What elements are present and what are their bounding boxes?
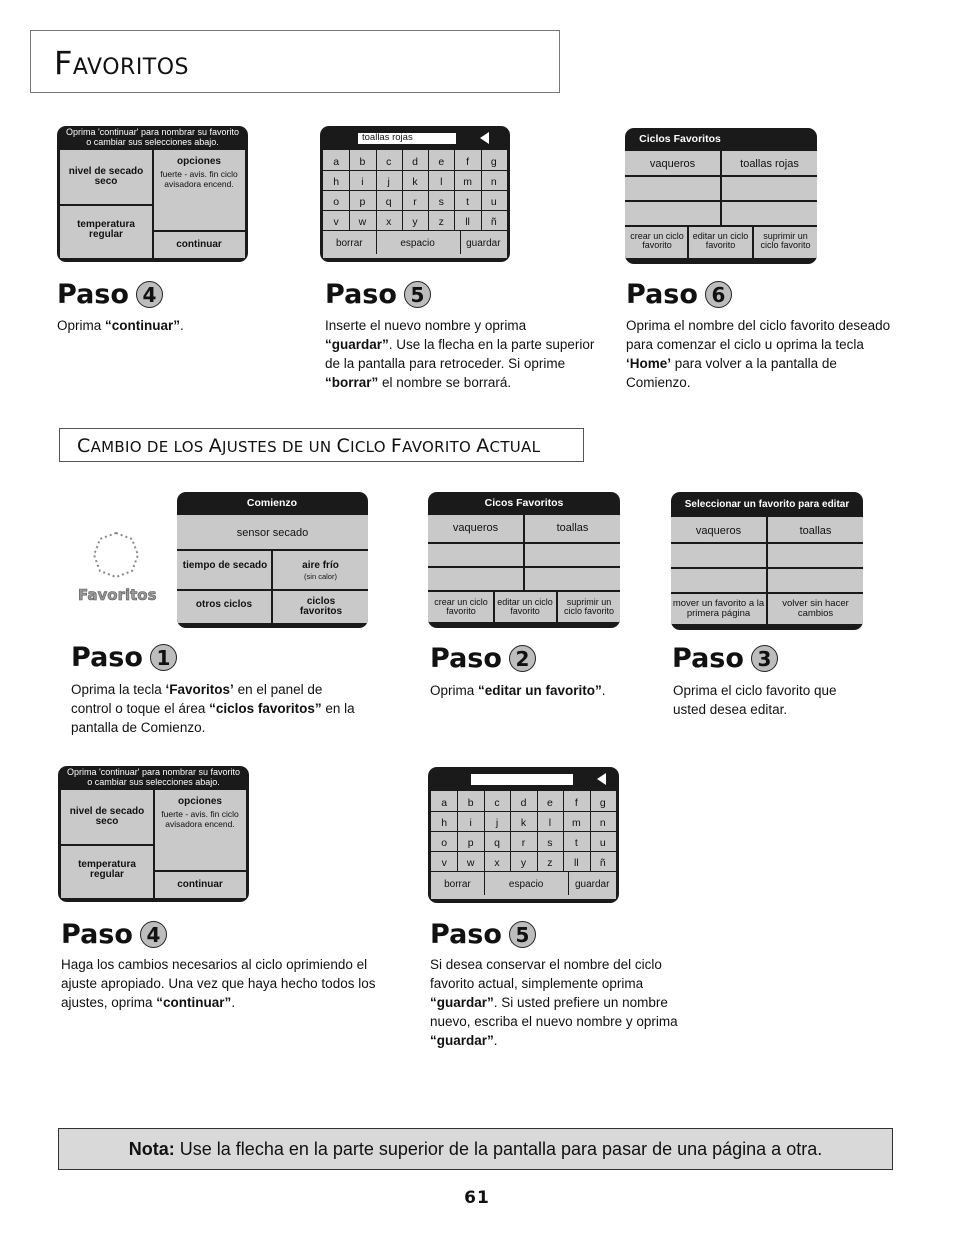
key[interactable]: p (359, 196, 366, 208)
key[interactable]: g (599, 797, 606, 809)
key[interactable]: j (387, 176, 390, 188)
aire-frio-sub: (sin calor) (304, 572, 337, 581)
key[interactable]: o (441, 837, 448, 849)
mover-favorito-button[interactable]: mover un favorito a la primera página (672, 598, 765, 619)
key[interactable]: s (547, 837, 553, 849)
opciones-button[interactable]: opciones (178, 796, 222, 807)
continuar-button[interactable]: continuar (176, 239, 222, 250)
key[interactable]: m (463, 176, 472, 188)
opciones-sub: fuerte - avis. fin ciclo avisadora encend. (160, 169, 238, 189)
screen-header: Oprima 'continuar' para nombrar su favorito o cambiar sus selecciones abajo. (66, 767, 240, 787)
screen-header: Comienzo (246, 497, 298, 509)
screen-favoritos-top (625, 128, 817, 264)
key[interactable]: n (490, 176, 497, 188)
continuar-button[interactable]: continuar (177, 879, 223, 890)
key[interactable]: q (494, 837, 500, 849)
key[interactable]: x (386, 216, 392, 228)
opciones-sub: fuerte - avis. fin ciclo avisadora encend. (161, 809, 239, 829)
fav-item-toallas[interactable]: toallas (799, 525, 832, 537)
key[interactable]: s (438, 196, 444, 208)
key[interactable]: z (438, 216, 444, 228)
key[interactable]: g (490, 156, 497, 168)
temperatura-button[interactable]: temperatura regular (77, 219, 135, 240)
step-top-4-heading: Paso 4 (57, 279, 163, 310)
fav-item-toallas-rojas[interactable]: toallas rojas (740, 158, 799, 170)
key[interactable]: p (467, 837, 474, 849)
key[interactable]: a (333, 156, 340, 168)
key[interactable]: l (548, 817, 552, 829)
key[interactable]: ll (465, 216, 470, 228)
guardar-button[interactable]: guardar (574, 879, 610, 890)
favoritos-button-icon[interactable] (78, 525, 160, 605)
key[interactable]: f (466, 156, 470, 168)
key[interactable]: a (441, 797, 448, 809)
espacio-button[interactable]: espacio (508, 879, 544, 890)
note-label: Nota: (128, 1138, 175, 1159)
screen-header: Seleccionar un favorito para editar (684, 499, 850, 510)
key[interactable]: u (490, 196, 497, 208)
nivel-button[interactable]: nivel de secado seco (68, 166, 144, 187)
tiempo-secado-button[interactable]: tiempo de secado (182, 560, 268, 571)
favoritos-icon-label: Favoritos (78, 586, 157, 604)
fav-item-vaqueros[interactable]: vaqueros (452, 522, 499, 534)
step-top-5-heading: Paso 5 (325, 279, 431, 310)
key[interactable]: f (574, 797, 578, 809)
key[interactable]: q (385, 196, 392, 208)
section-title: CAMBIO DE LOS AJUSTES DE UN CICLO FAVORITO ACTUAL (77, 435, 541, 457)
screen-continuar-bottom (58, 766, 249, 902)
key[interactable]: b (359, 156, 366, 168)
screen-keyboard-top (320, 126, 510, 262)
screen-continuar-top (57, 126, 248, 262)
fav-item-vaqueros[interactable]: vaqueros (649, 158, 696, 170)
key[interactable]: w (358, 216, 367, 228)
step-mid-2-text: Oprima “editar un favorito”. (430, 683, 606, 698)
screen-seleccionar-editar (671, 492, 863, 630)
screen-header: Cicos Favoritos (484, 497, 564, 509)
editar-favorito-button[interactable]: editar un ciclo favorito (692, 231, 749, 250)
back-arrow-icon[interactable] (597, 773, 606, 785)
nivel-button[interactable]: nivel de secado seco (69, 806, 145, 827)
step-top-6-text: Oprima el nombre del ciclo favorito deseado para comenzar el ciclo u oprima la tecla ‘Home’ para volver a la pantalla de Comienzo. (626, 318, 891, 390)
key[interactable]: h (441, 817, 448, 829)
step-mid-2-heading: Paso 2 (430, 643, 536, 674)
espacio-button[interactable]: espacio (400, 238, 435, 249)
back-arrow-icon[interactable] (480, 132, 489, 144)
key[interactable]: h (333, 176, 340, 188)
opciones-button[interactable]: opciones (177, 156, 221, 167)
key[interactable]: r (521, 837, 526, 849)
crear-favorito-button[interactable]: crear un ciclo favorito (630, 231, 684, 250)
suprimir-favorito-button[interactable]: suprimir un ciclo favorito (760, 231, 811, 250)
step-bottom-4-heading: Paso 4 (61, 919, 167, 950)
step-bottom-4-text: Haga los cambios necesarios al ciclo oprimiendo el ajuste apropiado. Una vez que haya hecho todos los ajustes, oprima “continuar”. (61, 957, 376, 1010)
sensor-secado-button[interactable]: sensor secado (236, 527, 309, 539)
aire-frio-button[interactable]: aire frío (302, 560, 339, 571)
volver-sin-cambios-button[interactable]: volver sin hacer cambios (782, 598, 849, 619)
key[interactable]: y (412, 216, 418, 228)
key[interactable]: c (494, 797, 500, 809)
step-top-6-heading: Paso 6 (626, 279, 732, 310)
fav-item-vaqueros[interactable]: vaqueros (695, 525, 742, 537)
key[interactable]: i (361, 176, 364, 188)
screen-comienzo (177, 492, 368, 628)
screen-keyboard-bottom (428, 767, 619, 903)
step-bottom-5-heading: Paso 5 (430, 919, 536, 950)
key[interactable]: z (547, 857, 553, 869)
screen-header: Oprima 'continuar' para nombrar su favorito o cambiar sus selecciones abajo. (65, 127, 239, 147)
key[interactable]: c (386, 156, 392, 168)
name-input[interactable] (471, 774, 573, 785)
note-text: Use la flecha en la parte superior de la pantalla para pasar de una página a otra. (179, 1138, 823, 1159)
key[interactable]: r (413, 196, 417, 208)
page-title: FAVORITOS (54, 44, 190, 82)
step-top-5-text: Inserte el nuevo nombre y oprima “guardar”. Use la flecha en la parte superior de la pantalla para retroceder. Si oprime “borrar” el nombre se borrará. (325, 318, 595, 390)
step-mid-1-heading: Paso 1 (71, 642, 177, 673)
step-mid-3-heading: Paso 3 (672, 643, 778, 674)
step-mid-3-text: Oprima el ciclo favorito que usted desea editar. (673, 683, 837, 717)
suprimir-favorito-button[interactable]: suprimir un ciclo favorito (563, 597, 615, 616)
ciclos-favoritos-button[interactable]: ciclos favoritos (299, 596, 343, 617)
key[interactable]: w (466, 857, 475, 869)
key[interactable]: o (333, 196, 340, 208)
borrar-button[interactable]: borrar (335, 238, 363, 249)
fav-item-toallas[interactable]: toallas (556, 522, 589, 534)
step-mid-1-text: Oprima la tecla ‘Favoritos’ en el panel de control o toque el área “ciclos favoritos” en la pantalla de Comienzo. (71, 682, 355, 735)
key[interactable]: j (495, 817, 499, 829)
key[interactable]: t (574, 837, 578, 849)
key[interactable]: t (466, 196, 470, 208)
crear-favorito-button[interactable]: crear un ciclo favorito (434, 597, 488, 616)
key[interactable]: y (520, 857, 527, 869)
otros-ciclos-button[interactable]: otros ciclos (195, 599, 253, 610)
key[interactable]: v (441, 857, 447, 869)
page-number: 61 (464, 1188, 490, 1208)
borrar-button[interactable]: borrar (444, 879, 471, 890)
key[interactable]: k (520, 817, 527, 829)
key[interactable]: ñ (599, 857, 606, 869)
screen-favoritos-step2 (428, 492, 620, 628)
key[interactable]: d (412, 156, 418, 168)
key[interactable]: k (412, 176, 418, 188)
temperatura-button[interactable]: temperatura regular (78, 859, 136, 880)
step-bottom-5-text: Si desea conservar el nombre del ciclo favorito actual, simplemente oprima “guardar”. Si usted prefiere un nombre nuevo, escriba el nuevo nombre y oprima “guardar”. (430, 957, 678, 1048)
key[interactable]: n (599, 817, 606, 829)
key[interactable]: e (546, 797, 553, 809)
key[interactable]: e (438, 156, 445, 168)
guardar-button[interactable]: guardar (466, 238, 501, 249)
name-input-value: toallas rojas (362, 132, 413, 143)
key[interactable]: b (467, 797, 474, 809)
step-top-4-text: Oprima “continuar”. (57, 318, 184, 333)
key[interactable]: i (469, 817, 472, 829)
key[interactable]: l (440, 176, 443, 188)
note-box (58, 1128, 893, 1170)
key[interactable]: m (571, 817, 581, 829)
key[interactable]: u (599, 837, 606, 849)
key[interactable]: ñ (490, 216, 497, 228)
key[interactable]: x (494, 857, 500, 869)
editar-favorito-button[interactable]: editar un ciclo favorito (497, 597, 553, 616)
screen-header: Ciclos Favoritos (639, 133, 721, 145)
key[interactable]: ll (574, 857, 579, 869)
key[interactable]: d (520, 797, 527, 809)
key[interactable]: v (333, 216, 339, 228)
